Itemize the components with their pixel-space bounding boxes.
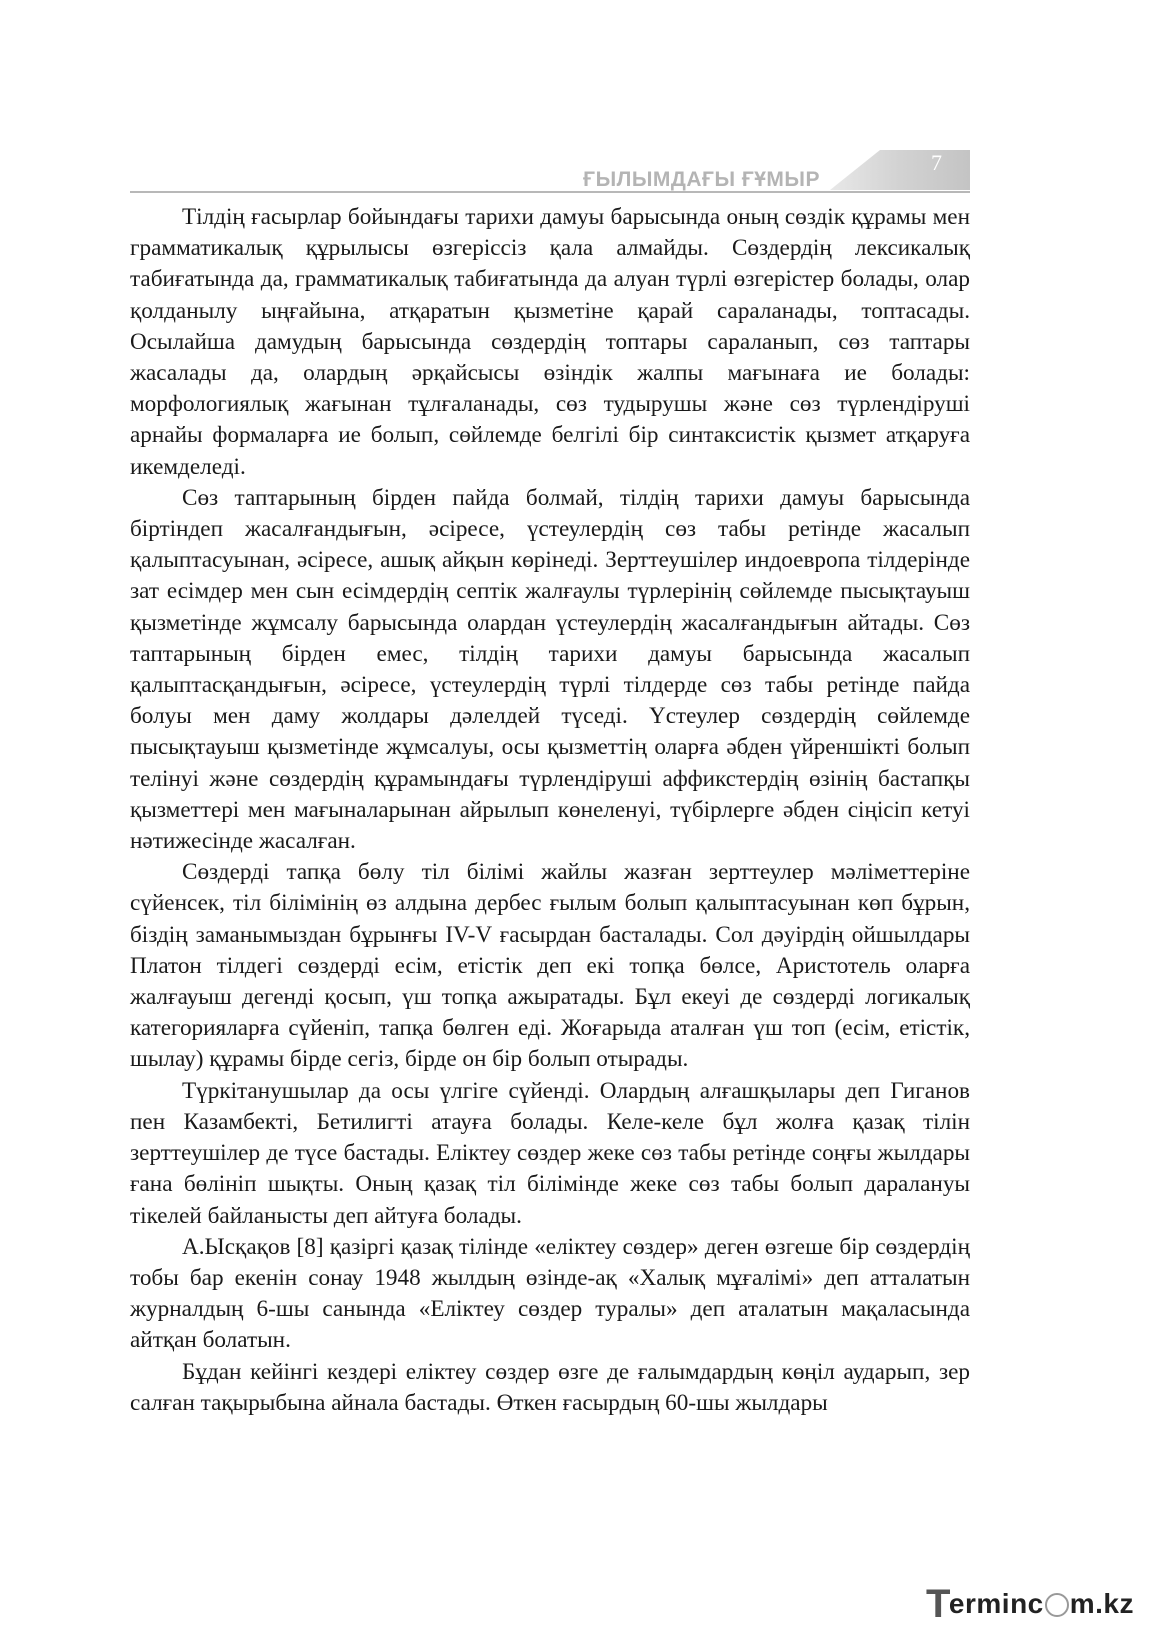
paragraph: Сөз таптарының бірден пайда болмай, тілдің тарихи дамуы барысында біртіндеп жасалғандығын, әсіресе, үстеулердің сөз табы ретінде жасалып қалыптасуынан, әсіресе, ашық айқын көрінеді. Зерттеушілер индоевропа тілдерінде зат есімдер мен сын есімдердің септік жалғаулы түрлерінің сөйлемде пысықтауыш қызметінде жұмсалу барысында олардан үстеулердің жасалғандығын айтады. Сөз таптарының бірден емес, тілдің тарихи дамуы барысында жасалып қалыптасқандығын, әсіресе, үстеулердің түрлі тілдерде сөз табы ретінде пайда болуы мен даму жолдары дәлелдей түседі. Үстеулер сөздердің сөйлемде пысықтауыш қызметінде жұмсалуы, осы қызметтің оларға әбден үйреншікті болып телінуі және сөздердің құрамындағы түрлендіруші аффикстердің өзінің бастапқы қызметтері мен мағыналарынан айрылып көнеленуі, түбірлерге әбден сіңісіп кетуі нәтижесінде жасалған. [130, 484, 970, 855]
paragraph: Бұдан кейінгі кездері еліктеу сөздер өзге де ғалымдардың көңіл аударып, зер салған тақырыбына айнала бастады. Өткен ғасырдың 60-шы жылдары [130, 1358, 970, 1416]
watermark-o-logo-icon [1045, 1593, 1069, 1617]
paragraph: Тілдің ғасырлар бойындағы тарихи дамуы барысында оның сөздік құрамы мен грамматикалық құрылысы өзгеріссіз қала алмайды. Сөздердің лексикалық табиғатында да, грамматикалық табиғатында да алуан түрлі өзгерістер болады, олар қолданылу ыңғайына, атқаратын қызметіне қарай сараланады, топтасады. Осылайша дамудың барысында сөздердің топтары сараланып, сөз таптары жасалады да, олардың әрқайсысы өзіндік жалпы мағынаға ие болады: морфологиялық жағынан тұлғаланады, сөз тудырушы және сөз түрлендіруші арнайы формаларға ие болып, сөйлемде белгілі бір синтаксистік қызмет атқаруға икемделеді. [130, 204, 970, 480]
watermark-text-end: m.kz [1069, 1588, 1134, 1619]
page-number-tab [830, 150, 970, 190]
paragraph: Түркітанушылар да осы үлгіге сүйенді. Олардың алғашқылары деп Гиганов пен Казамбекті, Бетилигті атауға болады. Келе-келе бұл жолға қазақ тілін зерттеушілер де түсе бастады. Еліктеу сөздер жеке сөз табы ретінде соңғы жылдары ғана бөлініп шықты. Оның қазақ тіл білімінде жеке сөз табы болып даралануы тікелей байланысты деп айтуға болады. [130, 1077, 970, 1229]
watermark-t-logo: T [925, 1582, 951, 1626]
page-number: 7 [931, 150, 942, 175]
termincom-watermark [926, 1582, 1134, 1627]
article-body [130, 202, 970, 1419]
page-header [130, 146, 970, 194]
watermark-text-start: erminc [948, 1588, 1044, 1619]
paragraph: А.Ысқақов [8] қазіргі қазақ тілінде «еліктеу сөздер» деген өзгеше бір сөздердің тобы бар екенін сонау 1948 жылдың өзінде-ақ «Халық мұғалімі» деп атталатын журналдың 6-шы санында «Еліктеу сөздер туралы» деп аталатын мақаласында айтқан болатын. [130, 1233, 970, 1354]
paragraph: Сөздерді тапқа бөлу тіл білімі жайлы жазған зерттеулер мәліметтеріне сүйенсек, тіл білімінің өз алдына дербес ғылым болып қалыптасуынан көп бұрын, біздің заманымыздан бұрынғы IV-V ғасырдан басталады. Сол дәуірдің ойшылдары Платон тілдегі сөздерді есім, етістік деп екі топқа бөлсе, Аристотель оларға жалғауыш дегенді қосып, үш топқа ажыратады. Бұл екеуі де сөздерді логикалық категорияларға сүйеніп, тапқа бөлген еді. Жоғарыда аталған үш топ (есім, етістік, шылау) құрамы бірде сегіз, бірде он бір болып отырады. [130, 859, 970, 1073]
header-rule [130, 191, 970, 193]
running-title: ҒЫЛЫМДАҒЫ ҒҰМЫР [583, 168, 820, 191]
